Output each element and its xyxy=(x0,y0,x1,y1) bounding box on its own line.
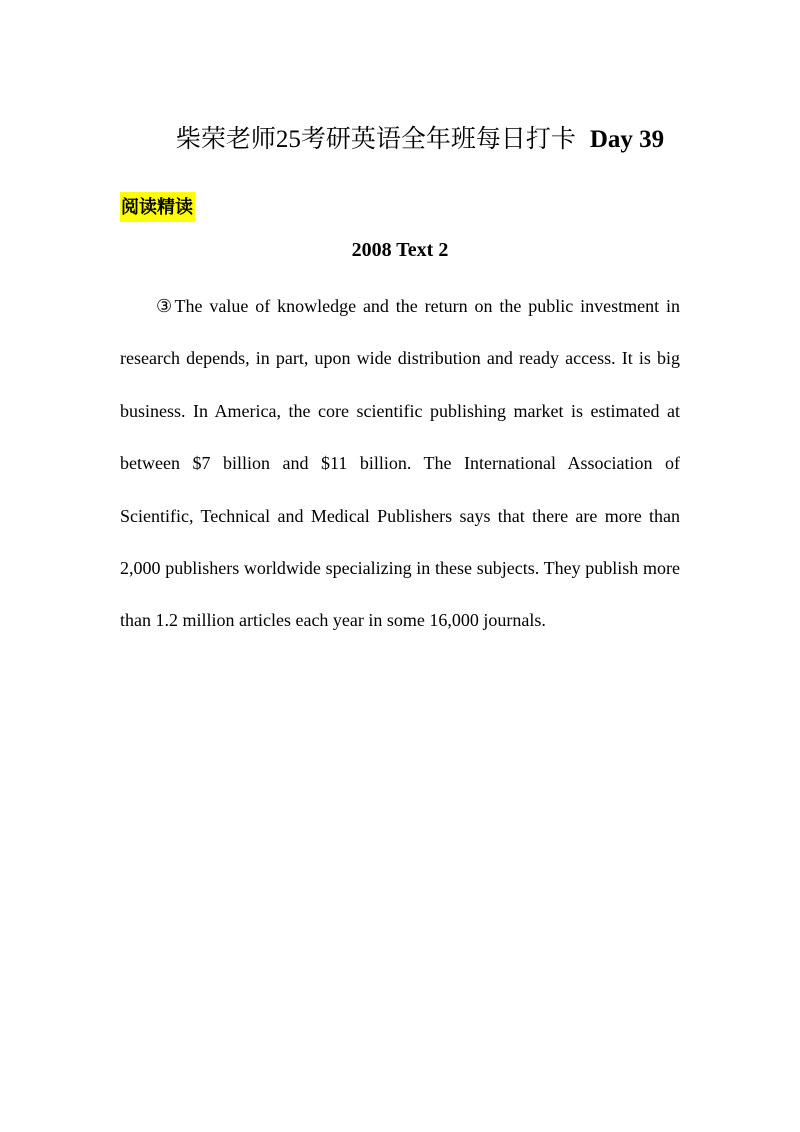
page-title-chinese: 柴荣老师25考研英语全年班每日打卡 xyxy=(175,126,576,153)
article-heading: 2008 Text 2 xyxy=(351,239,449,261)
page-title-day: Day 39 xyxy=(589,126,665,153)
page-title xyxy=(0,120,800,160)
section-label-highlighted: 阅读精读 xyxy=(120,192,195,222)
article-paragraph: ③The value of knowledge and the return on the public investment in research depends, in part, upon wide distribution and ready access. It is big business. In America, the core scientific publishing market is estimated at between $7 billion and $11 billion. The International Association of Scientific, Technical and Medical Publishers says that there are more than 2,000 publishers worldwide specializing in these subjects. They publish more than 1.2 million articles each year in some 16,000 journals. xyxy=(120,296,680,631)
